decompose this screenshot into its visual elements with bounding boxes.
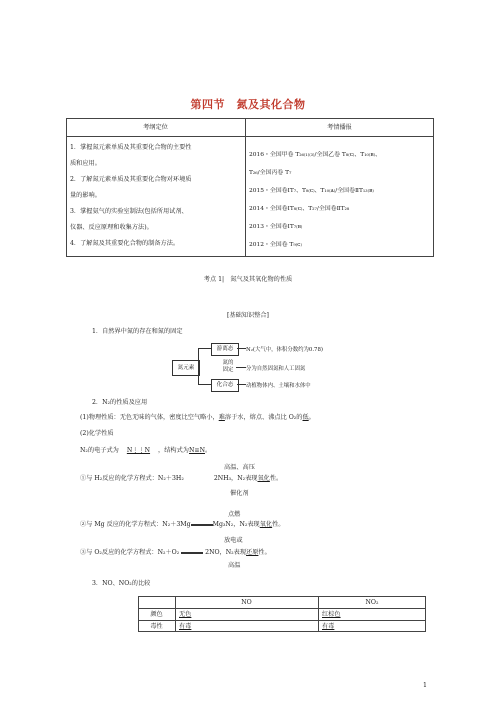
topic-heading: 考点 1| 氮气及其氧化物的性质	[203, 276, 293, 283]
physical-properties	[80, 412, 315, 423]
outline-line: 2．了解氮元素单质及其重要化合物对环境质	[70, 176, 192, 183]
equation-text: 性。	[269, 475, 283, 482]
table-header-right: 考情播报	[327, 124, 352, 131]
diagram-line	[236, 367, 246, 368]
outline-line: 质和应用。	[70, 160, 101, 167]
physical-text: 。	[308, 414, 315, 421]
electron-text: N₂的电子式为	[80, 447, 119, 454]
equation-text: ①与 H₂反应的化学方程式：N₂＋3H₂	[80, 475, 184, 482]
knowledge-heading: [基础知识整合]	[227, 312, 269, 319]
diagram-mid-note: 分为自然固氮和人工固氮	[246, 366, 306, 372]
equation-2	[80, 519, 285, 530]
item-2-heading: 2．N₂的性质及应用	[92, 399, 148, 406]
table-cell: 有毒	[322, 623, 335, 630]
diagram-line	[198, 348, 211, 349]
outline-list	[70, 140, 192, 252]
equation-text: 2NH₃，N₂表现	[213, 475, 258, 482]
diagram-line	[198, 348, 199, 384]
column-header: NO	[241, 599, 252, 606]
equation-1	[80, 473, 282, 484]
outline-line: 仪器、反应原理和收集方法)。	[70, 224, 153, 231]
table-divider	[245, 118, 246, 257]
eq2-condition-top: 点燃	[228, 511, 241, 518]
report-line: 2016・全国甲卷 T₂₆₍₁₎₍₃₎/全国乙卷 T₈₍ᴄ₎、T₁₀₍ʙ₎、	[249, 152, 382, 158]
eq3-condition-bottom: 高温	[228, 562, 241, 569]
electron-text: ，结构式为	[158, 447, 189, 454]
equation-text: ③与 O₂反应的化学方程式：N₂＋O₂	[80, 549, 182, 556]
answer-blank: 低	[302, 414, 309, 421]
table-header-left: 考纲定位	[143, 124, 168, 131]
table-cell: 红棕色	[322, 611, 341, 618]
report-line: 2012・全国卷 T₉₍ᴄ₎	[249, 242, 302, 248]
section-title: 第四节 氮及其化合物	[190, 98, 306, 111]
page-number: 1	[423, 682, 427, 689]
diagram-line	[237, 384, 246, 385]
exam-report-list	[249, 146, 381, 254]
diagram-top-note: N₂(大气中，体积分数约为0.78)	[246, 347, 323, 353]
report-line: 2013・全国卷ⅠT₇₍ʙ₎	[249, 224, 303, 230]
answer-blank: N≡N	[188, 447, 205, 454]
outline-line: 量的影响。	[70, 192, 101, 199]
answer-blank: 氧化	[259, 521, 273, 528]
equals-sign	[181, 552, 203, 554]
equation-text: 性。	[258, 549, 271, 556]
row-label: 毒性	[150, 623, 163, 630]
eq3-condition-top: 放电或	[224, 537, 243, 544]
answer-blank: 还原	[246, 549, 259, 556]
equation-text: Mg₃N₂，N₂表现	[212, 521, 260, 528]
physical-text: (1)物理性质：无色无味的气体，密度比空气略小，	[80, 414, 219, 421]
diagram-bottom-note: 动植物体内、土壤和水体中	[246, 383, 311, 389]
table-cell: 无色	[179, 611, 192, 618]
diagram-line	[237, 348, 246, 349]
column-header: NO₂	[365, 599, 379, 606]
diagram-mid	[220, 360, 236, 374]
table-cell: 有毒	[179, 623, 192, 630]
report-line: T₂₆/全国丙卷 T₇	[249, 170, 292, 176]
diagram-top: 游离态	[211, 343, 239, 356]
report-line: 2014・全国卷ⅠT₈₍ᴄ₎、T₂₇/全国卷ⅡT₂₈	[249, 206, 350, 212]
report-line: 2015・全国卷ⅠT₇、T₈₍ᴄ₎、T₁₀₍ᴀ₎/全国卷ⅡT₁₃₍ʙ₎	[249, 188, 374, 194]
diagram-mid-line1: 氮的	[222, 360, 234, 366]
eq1-condition-top: 高温、高压	[224, 464, 255, 471]
diagram-bottom: 化合态	[211, 379, 239, 392]
answer-blank: 难	[218, 414, 225, 421]
chemical-properties-heading: (2)化学性质	[80, 430, 114, 437]
item-3-heading: 3．NO、NO₂的比较	[92, 580, 151, 587]
equals-sign	[191, 524, 213, 526]
diagram-center: 氮元素	[172, 360, 200, 376]
diagram-mid-line2: 固定	[222, 367, 234, 373]
physical-text: 溶于水，熔点、沸点比 O₂的	[224, 414, 303, 421]
electron-text: 。	[205, 447, 212, 454]
table-divider	[66, 136, 434, 137]
outline-line: 4．了解氮及其重要化合物的制备方法。	[70, 240, 180, 247]
equation-text: ②与 Mg 反应的化学方程式：N₂＋3Mg	[80, 521, 191, 528]
electron-formula-line	[80, 445, 211, 456]
equation-text: 性。	[272, 521, 285, 528]
diagram-line	[198, 384, 211, 385]
item-1-heading: 1．自然界中氮的存在和氮的固定	[92, 328, 183, 335]
answer-blank: N⋮⋮N	[126, 447, 151, 454]
answer-blank: 氧化	[257, 475, 270, 482]
equation-3	[80, 547, 271, 558]
row-label: 颜色	[150, 611, 163, 618]
outline-line: 1．掌握氮元素单质及其重要化合物的主要性	[70, 144, 192, 151]
equation-text: 2NO，N₂表现	[203, 549, 247, 556]
eq1-condition-bottom: 催化剂	[230, 490, 249, 497]
outline-line: 3．掌握氨气的实验室制法(包括所用试剂、	[70, 208, 188, 215]
